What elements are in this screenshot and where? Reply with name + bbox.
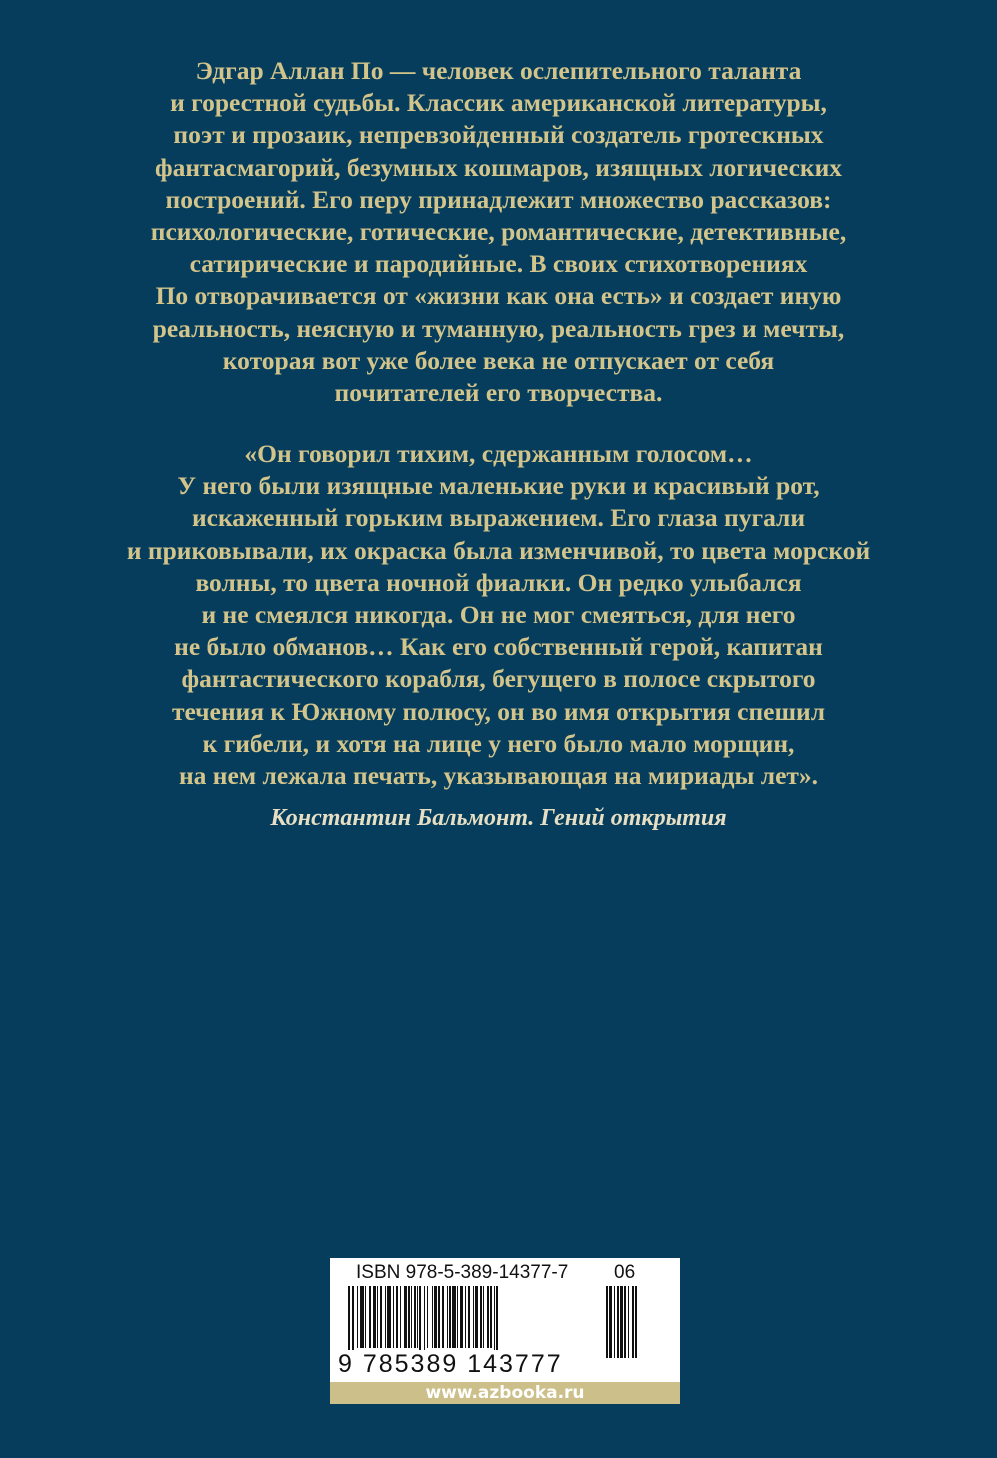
quote-line: искаженный горьким выражением. Его глаза пугали (191, 503, 806, 533)
quote-line: У него были изящные маленькие руки и красивый рот, (177, 471, 820, 501)
barcode-bar (400, 1286, 401, 1348)
barcode-bar (473, 1286, 474, 1348)
publisher-url-bar (330, 1382, 680, 1404)
barcode-bar (352, 1286, 354, 1358)
barcode-bar (620, 1286, 623, 1358)
barcode-bar (348, 1286, 350, 1358)
barcode-bar (624, 1286, 626, 1358)
barcode-bar (417, 1286, 418, 1348)
quote-block (60, 438, 937, 792)
barcode-bars-icon (348, 1286, 588, 1358)
barcode-bar (609, 1286, 612, 1358)
quote-line: не было обманов… Как его собственный герой, капитан (174, 632, 823, 662)
barcode-bar (414, 1286, 416, 1348)
barcode-bar (490, 1286, 492, 1348)
barcode-digits: 9 785389 143777 (338, 1350, 563, 1378)
barcode-bar (424, 1286, 425, 1358)
barcode-bar (494, 1286, 495, 1358)
quote-line: «Он говорил тихим, сдержанным голосом… (244, 439, 753, 468)
barcode-bar (483, 1286, 484, 1348)
description-line: поэт и прозаик, непревзойденный создатель гротескных (173, 120, 824, 150)
barcode-bar (460, 1286, 463, 1348)
addon-bars-icon (606, 1286, 654, 1358)
barcode-bar (447, 1286, 448, 1348)
barcode-bar (487, 1286, 489, 1348)
barcode-bar (438, 1286, 440, 1348)
barcode-bar (432, 1286, 433, 1348)
barcode-bar (635, 1286, 637, 1358)
barcode-bar (380, 1286, 382, 1348)
barcode-bar (442, 1286, 444, 1348)
description-line: фантасмагорий, безумных кошмаров, изящных логических (154, 152, 843, 182)
description-line: По отворачивается от «жизни как она есть» и создает иную (155, 281, 842, 311)
barcode-bar (480, 1286, 482, 1348)
quote-line: к гибели, и хотя на лице у него было мало морщин, (202, 728, 795, 758)
description-line: которая вот уже более века не отпускает от себя (222, 345, 775, 375)
barcode-bar (632, 1286, 634, 1358)
addon-label: 06 (614, 1262, 636, 1283)
barcode-bar (377, 1286, 378, 1348)
barcode-bar (360, 1286, 364, 1348)
barcode-bar (457, 1286, 458, 1348)
description-line: сатирические и пародийные. В своих стихотворениях (189, 249, 808, 279)
barcode-bar (475, 1286, 478, 1348)
barcode-bar (408, 1286, 410, 1348)
quote-line: и приковывали, их окраска была изменчивой, то цвета морской (126, 535, 871, 565)
quote-line: течения к Южному полюсу, он во имя открытия спешил (171, 696, 826, 726)
description-line: построений. Его перу принадлежит множество рассказов: (165, 184, 832, 214)
quote-line: волны, то цвета ночной фиалки. Он редко улыбался (195, 567, 802, 597)
barcode-bar (434, 1286, 437, 1348)
barcode (330, 1258, 680, 1382)
barcode-bar (465, 1286, 466, 1348)
barcode-bar (369, 1286, 371, 1348)
book-description (60, 55, 937, 409)
barcode-bar (617, 1286, 619, 1358)
isbn-label: ISBN 978-5-389-14377-7 (356, 1262, 569, 1283)
description-line: и горестной судьбы. Классик американской литературы, (170, 88, 827, 118)
barcode-bar (468, 1286, 470, 1348)
barcode-bar (373, 1286, 376, 1348)
quote-line: и не смеялся никогда. Он не мог смеяться, для него (201, 600, 796, 630)
barcode-bar (387, 1286, 391, 1348)
barcode-bar (614, 1286, 615, 1358)
description-line: психологические, готические, романтические, детективные, (150, 217, 847, 247)
quote-line: фантастического корабля, бегущего в полосе скрытого (181, 664, 816, 694)
barcode-bar (357, 1286, 358, 1348)
barcode-bar (427, 1286, 428, 1348)
quote-line: на нем лежала печать, указывающая на мириады лет». (178, 761, 819, 791)
barcode-bar (449, 1286, 451, 1348)
description-line: реальность, неясную и туманную, реальность грез и мечты, (152, 313, 845, 343)
description-line: Эдгар Аллан По — человек ослепительного таланта (195, 56, 802, 85)
barcode-bar (628, 1286, 629, 1358)
barcode-bar (419, 1286, 421, 1358)
barcode-bar (452, 1286, 456, 1348)
quote-attribution: Константин Бальмонт. Гений открытия (270, 805, 727, 831)
barcode-bar (396, 1286, 398, 1348)
publisher-url[interactable]: www.azbooka.ru (425, 1383, 585, 1403)
barcode-bar (393, 1286, 394, 1348)
barcode-bar (385, 1286, 386, 1348)
barcode-bar (496, 1286, 498, 1358)
barcode-bar (404, 1286, 407, 1348)
barcode-bar (606, 1286, 608, 1358)
barcode-bar (411, 1286, 412, 1348)
barcode-bar (365, 1286, 366, 1348)
description-line: почитателей его творчества. (334, 378, 663, 408)
